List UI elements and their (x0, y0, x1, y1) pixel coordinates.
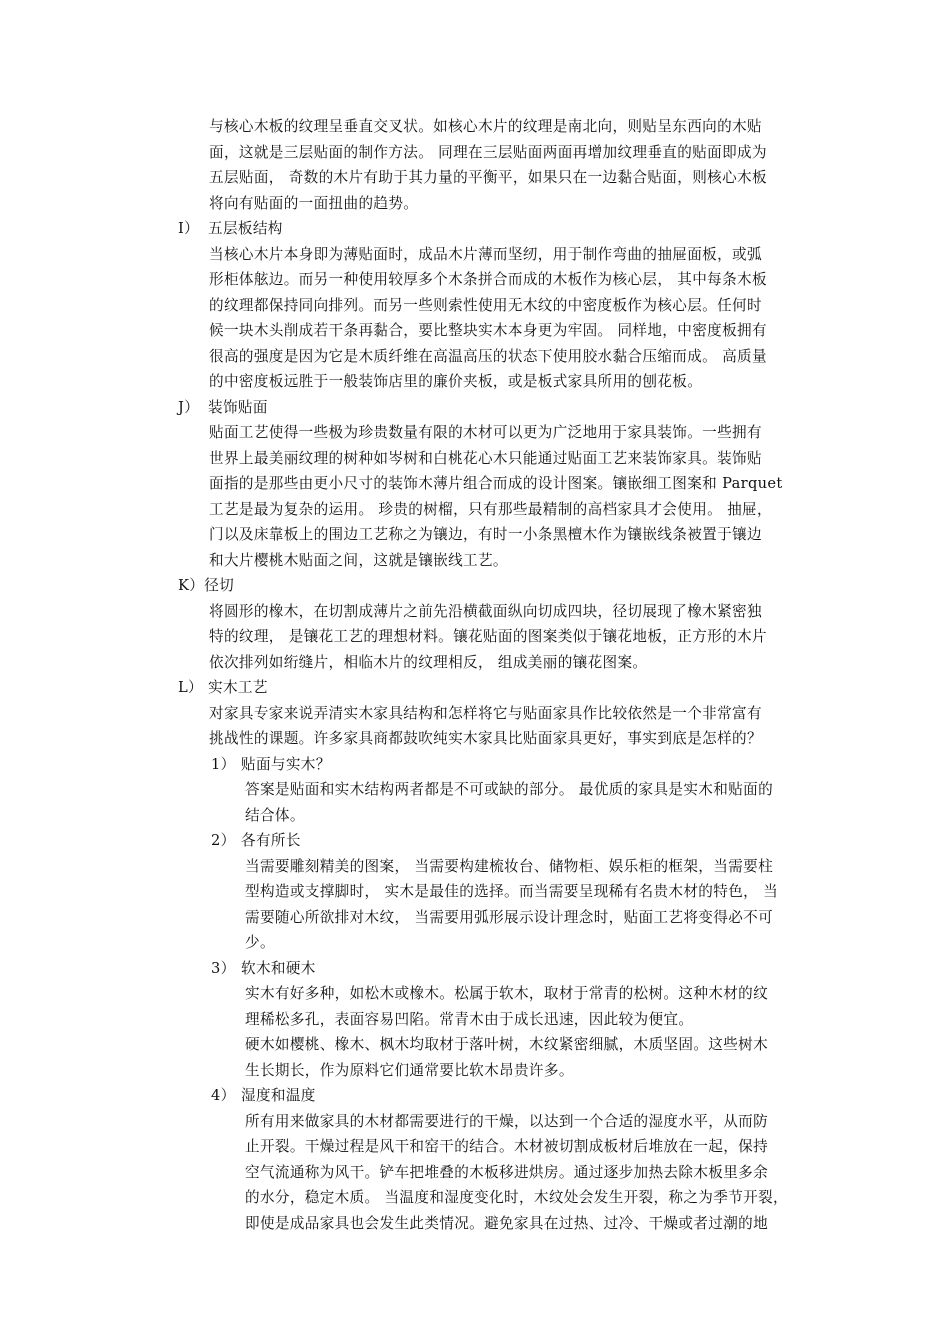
section-k-line: 依次排列如绗缝片，相临木片的纹理相反， 组成美丽的镶花图案。 (209, 654, 648, 671)
section-i-heading (178, 219, 283, 239)
subsection-4-heading (211, 1086, 316, 1106)
section-i-line: 的中密度板远胜于一般装饰店里的廉价夹板，或是板式家具所用的刨花板。 (209, 373, 703, 390)
section-k-marker: K） (178, 577, 205, 594)
subsection-3-heading (211, 959, 316, 979)
subsection-2-line: 型构造或支撑脚时， 实木是最佳的选择。而当需要呈现稀有名贵木材的特色， 当 (245, 883, 779, 900)
subsection-4-line: 的水分，稳定木质。 当温度和湿度变化时，木纹处会发生开裂，称之为季节开裂， (245, 1189, 788, 1206)
subsection-3-line: 硬木如樱桃、橡木、枫木均取材于落叶树，木纹紧密细腻，木质坚固。这些树木 (245, 1036, 769, 1053)
subsection-3-marker: 3） (211, 960, 236, 977)
section-i-line: 当核心木片本身即为薄贴面时，成品木片薄而坚纫，用于制作弯曲的抽屉面板，或弧 (209, 246, 762, 263)
subsection-2-line: 当需要雕刻精美的图案， 当需要构建梳妆台、储物柜、娱乐柜的框架，当需要柱 (245, 858, 774, 875)
intro-line: 将向有贴面的一面扭曲的趋势。 (209, 195, 419, 212)
subsection-4-line: 空气流通称为风干。铲车把堆叠的木板移进烘房。通过逐步加热去除木板里多余 (245, 1164, 769, 1181)
subsection-3-line: 实木有好多种，如松木或橡木。松属于软木，取材于常青的松树。这种木材的纹 (245, 985, 769, 1002)
section-k-title: 径切 (204, 577, 235, 594)
section-i-line: 形柜体舷边。而另一种使用较厚多个木条拼合而成的木板作为核心层， 其中每条木板 (209, 271, 767, 288)
subsection-2-heading (211, 831, 301, 851)
subsection-2-line: 需要随心所欲排对木纹， 当需要用弧形展示设计理念时，贴面工艺将变得必不可 (245, 909, 774, 926)
section-j-marker: J） (178, 399, 200, 416)
section-j-line: 贴面工艺使得一些极为珍贵数量有限的木材可以更为广泛地用于家具装饰。一些拥有 (209, 424, 762, 441)
subsection-3-title: 软木和硬木 (241, 960, 316, 977)
subsection-1-line: 答案是贴面和实木结构两者都是不可或缺的部分。 最优质的家具是实木和贴面的 (245, 781, 774, 798)
subsection-1-line: 结合体。 (245, 807, 305, 824)
section-j-line: 世界上最美丽纹理的树种如岑树和白桃花心木只能通过贴面工艺来装饰家具。装饰贴 (209, 450, 762, 467)
section-i-line: 候一块木头削成若干条再黏合，要比整块实木本身更为牢固。 同样地，中密度板拥有 (209, 322, 767, 339)
section-l-marker: L） (178, 679, 203, 696)
subsection-3-line: 理稀松多孔，表面容易凹陷。常青木由于成长迅速，因此较为便宜。 (245, 1011, 694, 1028)
section-i-line: 的纹理都保持同向排列。而另一些则索性使用无木纹的中密度板作为核心层。任何时 (209, 297, 762, 314)
subsection-4-marker: 4） (211, 1087, 236, 1104)
subsection-2-marker: 2） (211, 832, 236, 849)
section-k-line: 将圆形的橡木，在切割成薄片之前先沿横截面纵向切成四块，径切展现了橡木紧密独 (209, 603, 762, 620)
subsection-4-line: 所有用来做家具的木材都需要进行的干燥，以达到一个合适的湿度水平，从而防 (245, 1113, 769, 1130)
section-i-title: 五层板结构 (208, 220, 283, 237)
section-k-heading (178, 576, 234, 596)
section-k-line: 特的纹理， 是镶花工艺的理想材料。镶花贴面的图案类似于镶花地板，正方形的木片 (209, 628, 767, 645)
subsection-1-marker: 1） (211, 756, 236, 773)
section-l-title: 实木工艺 (208, 679, 268, 696)
subsection-4-title: 湿度和温度 (241, 1087, 316, 1104)
section-i-line: 很高的强度是因为它是木质纤维在高温高压的状态下使用胶水黏合压缩而成。 高质量 (209, 348, 767, 365)
subsection-3-line: 生长期长，作为原料它们通常要比软木昂贵许多。 (245, 1062, 574, 1079)
subsection-1-heading (211, 755, 331, 775)
section-j-title: 装饰贴面 (208, 399, 268, 416)
section-j-line: 面指的是那些由更小尺寸的装饰木薄片组合而成的设计图案。镶嵌细工图案和 Parquet (209, 475, 783, 492)
subsection-1-title: 贴面与实木？ (241, 756, 331, 773)
intro-line: 与核心木板的纹理呈垂直交叉状。如核心木片的纹理是南北向，则贴呈东西向的木贴 (209, 118, 762, 135)
intro-line: 面，这就是三层贴面的制作方法。 同理在三层贴面两面再增加纹理垂直的贴面即成为 (209, 144, 767, 161)
section-j-line: 和大片樱桃木贴面之间，这就是镶嵌线工艺。 (209, 552, 508, 569)
section-l-heading (178, 678, 268, 698)
subsection-2-title: 各有所长 (241, 832, 301, 849)
subsection-4-line: 即使是成品家具也会发生此类情况。避免家具在过热、过冷、干燥或者过潮的地 (245, 1215, 769, 1232)
section-j-heading (178, 398, 268, 418)
intro-line: 五层贴面， 奇数的木片有助于其力量的平衡平，如果只在一边黏合贴面，则核心木板 (209, 169, 767, 186)
section-j-line: 工艺是最为复杂的运用。 珍贵的树榴，只有那些最精制的高档家具才会使用。 抽屉， (209, 501, 772, 518)
section-l-line: 挑战性的课题。许多家具商都鼓吹纯实木家具比贴面家具更好，事实到底是怎样的？ (209, 730, 762, 747)
subsection-4-line: 止开裂。干燥过程是风干和窑干的结合。木材被切割成板材后堆放在一起，保持 (245, 1138, 769, 1155)
section-j-line: 门以及床靠板上的围边工艺称之为镶边，有时一小条黑檀木作为镶嵌线条被置于镶边 (209, 526, 762, 543)
subsection-2-line: 少。 (245, 934, 275, 951)
section-i-marker: I） (178, 220, 200, 237)
section-l-line: 对家具专家来说弄清实木家具结构和怎样将它与贴面家具作比较依然是一个非常富有 (209, 705, 762, 722)
